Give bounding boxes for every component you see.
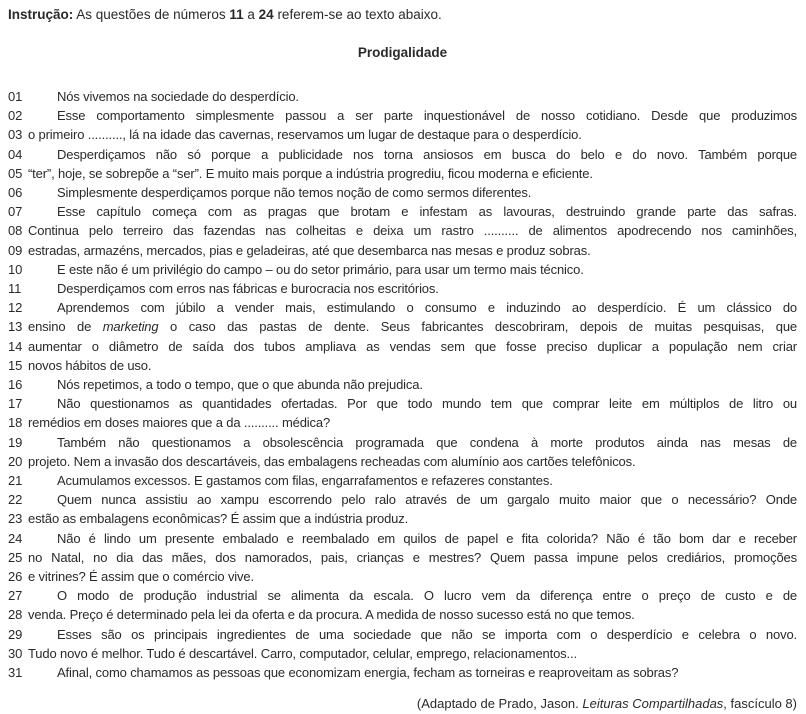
text-line: [8, 356, 797, 375]
line-number: 20: [8, 453, 23, 469]
line-number: 21: [8, 473, 23, 489]
text-line: [8, 490, 797, 509]
line-text: Esse capítulo começa com as pragas que brotam e infestam as lavouras, destruindo grande parte das safras.: [57, 204, 797, 220]
line-number: 13: [8, 319, 23, 335]
line-number: 24: [8, 530, 23, 546]
text-line: [8, 413, 797, 432]
line-text: Quem nunca assistiu ao xampu escorrendo pelo ralo através de um gargalo muito maior que o necessário? Onde: [57, 492, 797, 508]
line-number: 05: [8, 165, 23, 181]
line-number: 19: [8, 434, 23, 450]
text-line: [8, 337, 797, 356]
line-number: 25: [8, 549, 23, 565]
line-number: 02: [8, 108, 23, 124]
text-body: [8, 87, 797, 682]
line-number: 07: [8, 204, 23, 220]
line-text: estão as embalagens econômicas? É assim que a indústria produz.: [28, 511, 409, 527]
text-line: [8, 87, 797, 106]
line-number: 14: [8, 338, 23, 354]
instruction-label: Instrução:: [8, 7, 74, 22]
line-number: 22: [8, 492, 23, 508]
text-line: [8, 106, 797, 125]
line-text: e vitrines? É assim que o comércio vive.: [28, 569, 254, 585]
question-range-start: 11: [229, 7, 244, 22]
line-text: projeto. Nem a invasão dos descartáveis, das embalagens recheadas com alumínio aos cartões telefônicos.: [28, 453, 636, 469]
line-text: Aprendemos com júbilo a vender mais, estimulando o consumo e induzindo ao desperdício. É um clássico do: [57, 300, 797, 316]
line-text: Tudo novo é melhor. Tudo é descartável. Carro, computador, celular, emprego, relacionamentos...: [28, 645, 577, 661]
line-number: 15: [8, 357, 23, 373]
italic-term: marketing: [102, 319, 159, 335]
text-line: [8, 605, 797, 624]
source-citation: [8, 696, 797, 712]
text-line: [8, 452, 797, 471]
line-text: venda. Preço é determinado pela lei da oferta e da procura. A medida de nosso sucesso está no que temos.: [28, 607, 635, 623]
line-text: E este não é um privilégio do campo – ou do setor primário, para usar um termo mais técnico.: [57, 261, 584, 277]
line-text: o primeiro .........., lá na idade das cavernas, reservamos um lugar de destaque para o desperdício.: [28, 127, 582, 143]
line-text: “ter”, hoje, se sobrepõe a “ser”. E muito mais porque a indústria progrediu, ficou moderna e eficiente.: [28, 165, 593, 181]
text-line: [8, 433, 797, 452]
line-text: Desperdiçamos com erros nas fábricas e burocracia nos escritórios.: [57, 281, 439, 297]
line-text: Não é lindo um presente embalado e reembalado em quilos de papel e fita colorida? Não é tão bom dar e receber: [57, 530, 797, 546]
citation-text: , fascículo 8): [723, 696, 797, 712]
text-line: [8, 644, 797, 663]
instruction-text: a: [243, 7, 259, 22]
line-text: Esses são os principais ingredientes de uma sociedade que não se importa com o desperdício e celebra o novo.: [57, 626, 797, 642]
line-text: Simplesmente desperdiçamos porque não temos noção de como sermos diferentes.: [57, 185, 532, 201]
text-line: [8, 202, 797, 221]
line-number: 27: [8, 588, 23, 604]
text-line: [8, 298, 797, 317]
line-number: 26: [8, 569, 23, 585]
line-text: novos hábitos de uso.: [28, 357, 152, 373]
line-number: 30: [8, 645, 23, 661]
question-range-end: 24: [258, 7, 274, 22]
line-text: aumentar o diâmetro de saída dos tubos ampliava as vendas sem que fosse preciso duplicar a população nem criar: [28, 338, 797, 354]
line-number: 28: [8, 607, 23, 623]
line-text: Não questionamos as quantidades ofertadas. Por que todo mundo tem que comprar leite em múltiplos de litro ou: [57, 396, 797, 412]
text-line: [8, 567, 797, 586]
text-line: [8, 663, 797, 682]
text-line: [8, 241, 797, 260]
line-text-segment: ensino de: [28, 319, 103, 335]
text-line: [8, 260, 797, 279]
text-line: [8, 145, 797, 164]
text-line: [8, 183, 797, 202]
text-line: [8, 125, 797, 144]
text-line: [8, 471, 797, 490]
text-line: [8, 548, 797, 567]
line-text: [28, 317, 797, 336]
instruction-text: As questões de números: [73, 7, 230, 22]
line-text: Afinal, como chamamos as pessoas que economizam energia, fecham as torneiras e reaproveitam as sobras?: [57, 665, 679, 681]
line-text: Continua pelo terreiro das fazendas nas colheitas e deixa um rastro .......... de alimentos apodrecendo nos caminhões,: [28, 223, 797, 239]
text-line: [8, 317, 797, 336]
line-text: remédios em doses maiores que a da .......... médica?: [28, 415, 331, 431]
line-number: 09: [8, 242, 23, 258]
line-number: 03: [8, 127, 23, 143]
text-title: Prodigalidade: [357, 45, 448, 60]
citation-text: (Adaptado de Prado, Jason.: [416, 696, 583, 712]
line-text: O modo de produção industrial se alimenta da escala. O lucro vem da diferença entre o preço de custo e de: [57, 588, 797, 604]
text-line: [8, 529, 797, 548]
text-line: [8, 394, 797, 413]
line-text: Nós vivemos na sociedade do desperdício.: [57, 89, 299, 104]
line-number: 23: [8, 511, 23, 527]
line-number: 08: [8, 223, 23, 239]
line-text: Também não questionamos a obsolescência programada que condena à morte produtos ainda nas mesas de: [57, 434, 797, 450]
text-line: [8, 221, 797, 240]
line-number: 04: [8, 146, 23, 162]
text-line: [8, 509, 797, 528]
line-text: Desperdiçamos não só porque a publicidade nos torna ansiosos em busca do belo e do novo. Também porque: [57, 146, 797, 162]
text-line: [8, 375, 797, 394]
text-line: [8, 164, 797, 183]
line-number: 06: [8, 185, 23, 201]
line-number: 11: [8, 281, 22, 297]
line-number: 01: [8, 89, 23, 104]
line-number: 10: [8, 261, 23, 277]
text-line: [8, 625, 797, 644]
line-number: 16: [8, 377, 23, 393]
instruction-line: [8, 7, 797, 23]
citation-work-title: Leituras Compartilhadas: [582, 696, 724, 712]
line-number: 18: [8, 415, 23, 431]
instruction-text: referem-se ao texto abaixo.: [273, 7, 442, 22]
line-number: 31: [8, 665, 23, 681]
line-text: Nós repetimos, a todo o tempo, que o que abunda não prejudica.: [57, 377, 423, 393]
line-text: estradas, armazéns, mercados, pias e geladeiras, até que desembarca nas mesas e produz sobras.: [28, 242, 591, 258]
line-text: no Natal, no dia das mães, dos namorados, pais, crianças e mestres? Quem passa impune pelos crediários, promoções: [28, 549, 797, 565]
line-text-segment: o caso das pastas de dente. Seus fabricantes descobriram, depois de muitas pesquisas, que: [158, 319, 797, 335]
line-number: 29: [8, 626, 23, 642]
line-text: Esse comportamento simplesmente passou a ser parte inquestionável de nosso cotidiano. Desde que produzimos: [57, 108, 797, 124]
line-text: Acumulamos excessos. E gastamos com filas, engarrafamentos e refazeres constantes.: [57, 473, 553, 489]
line-number: 12: [8, 300, 23, 316]
text-line: [8, 279, 797, 298]
line-number: 17: [8, 396, 23, 412]
text-line: [8, 586, 797, 605]
